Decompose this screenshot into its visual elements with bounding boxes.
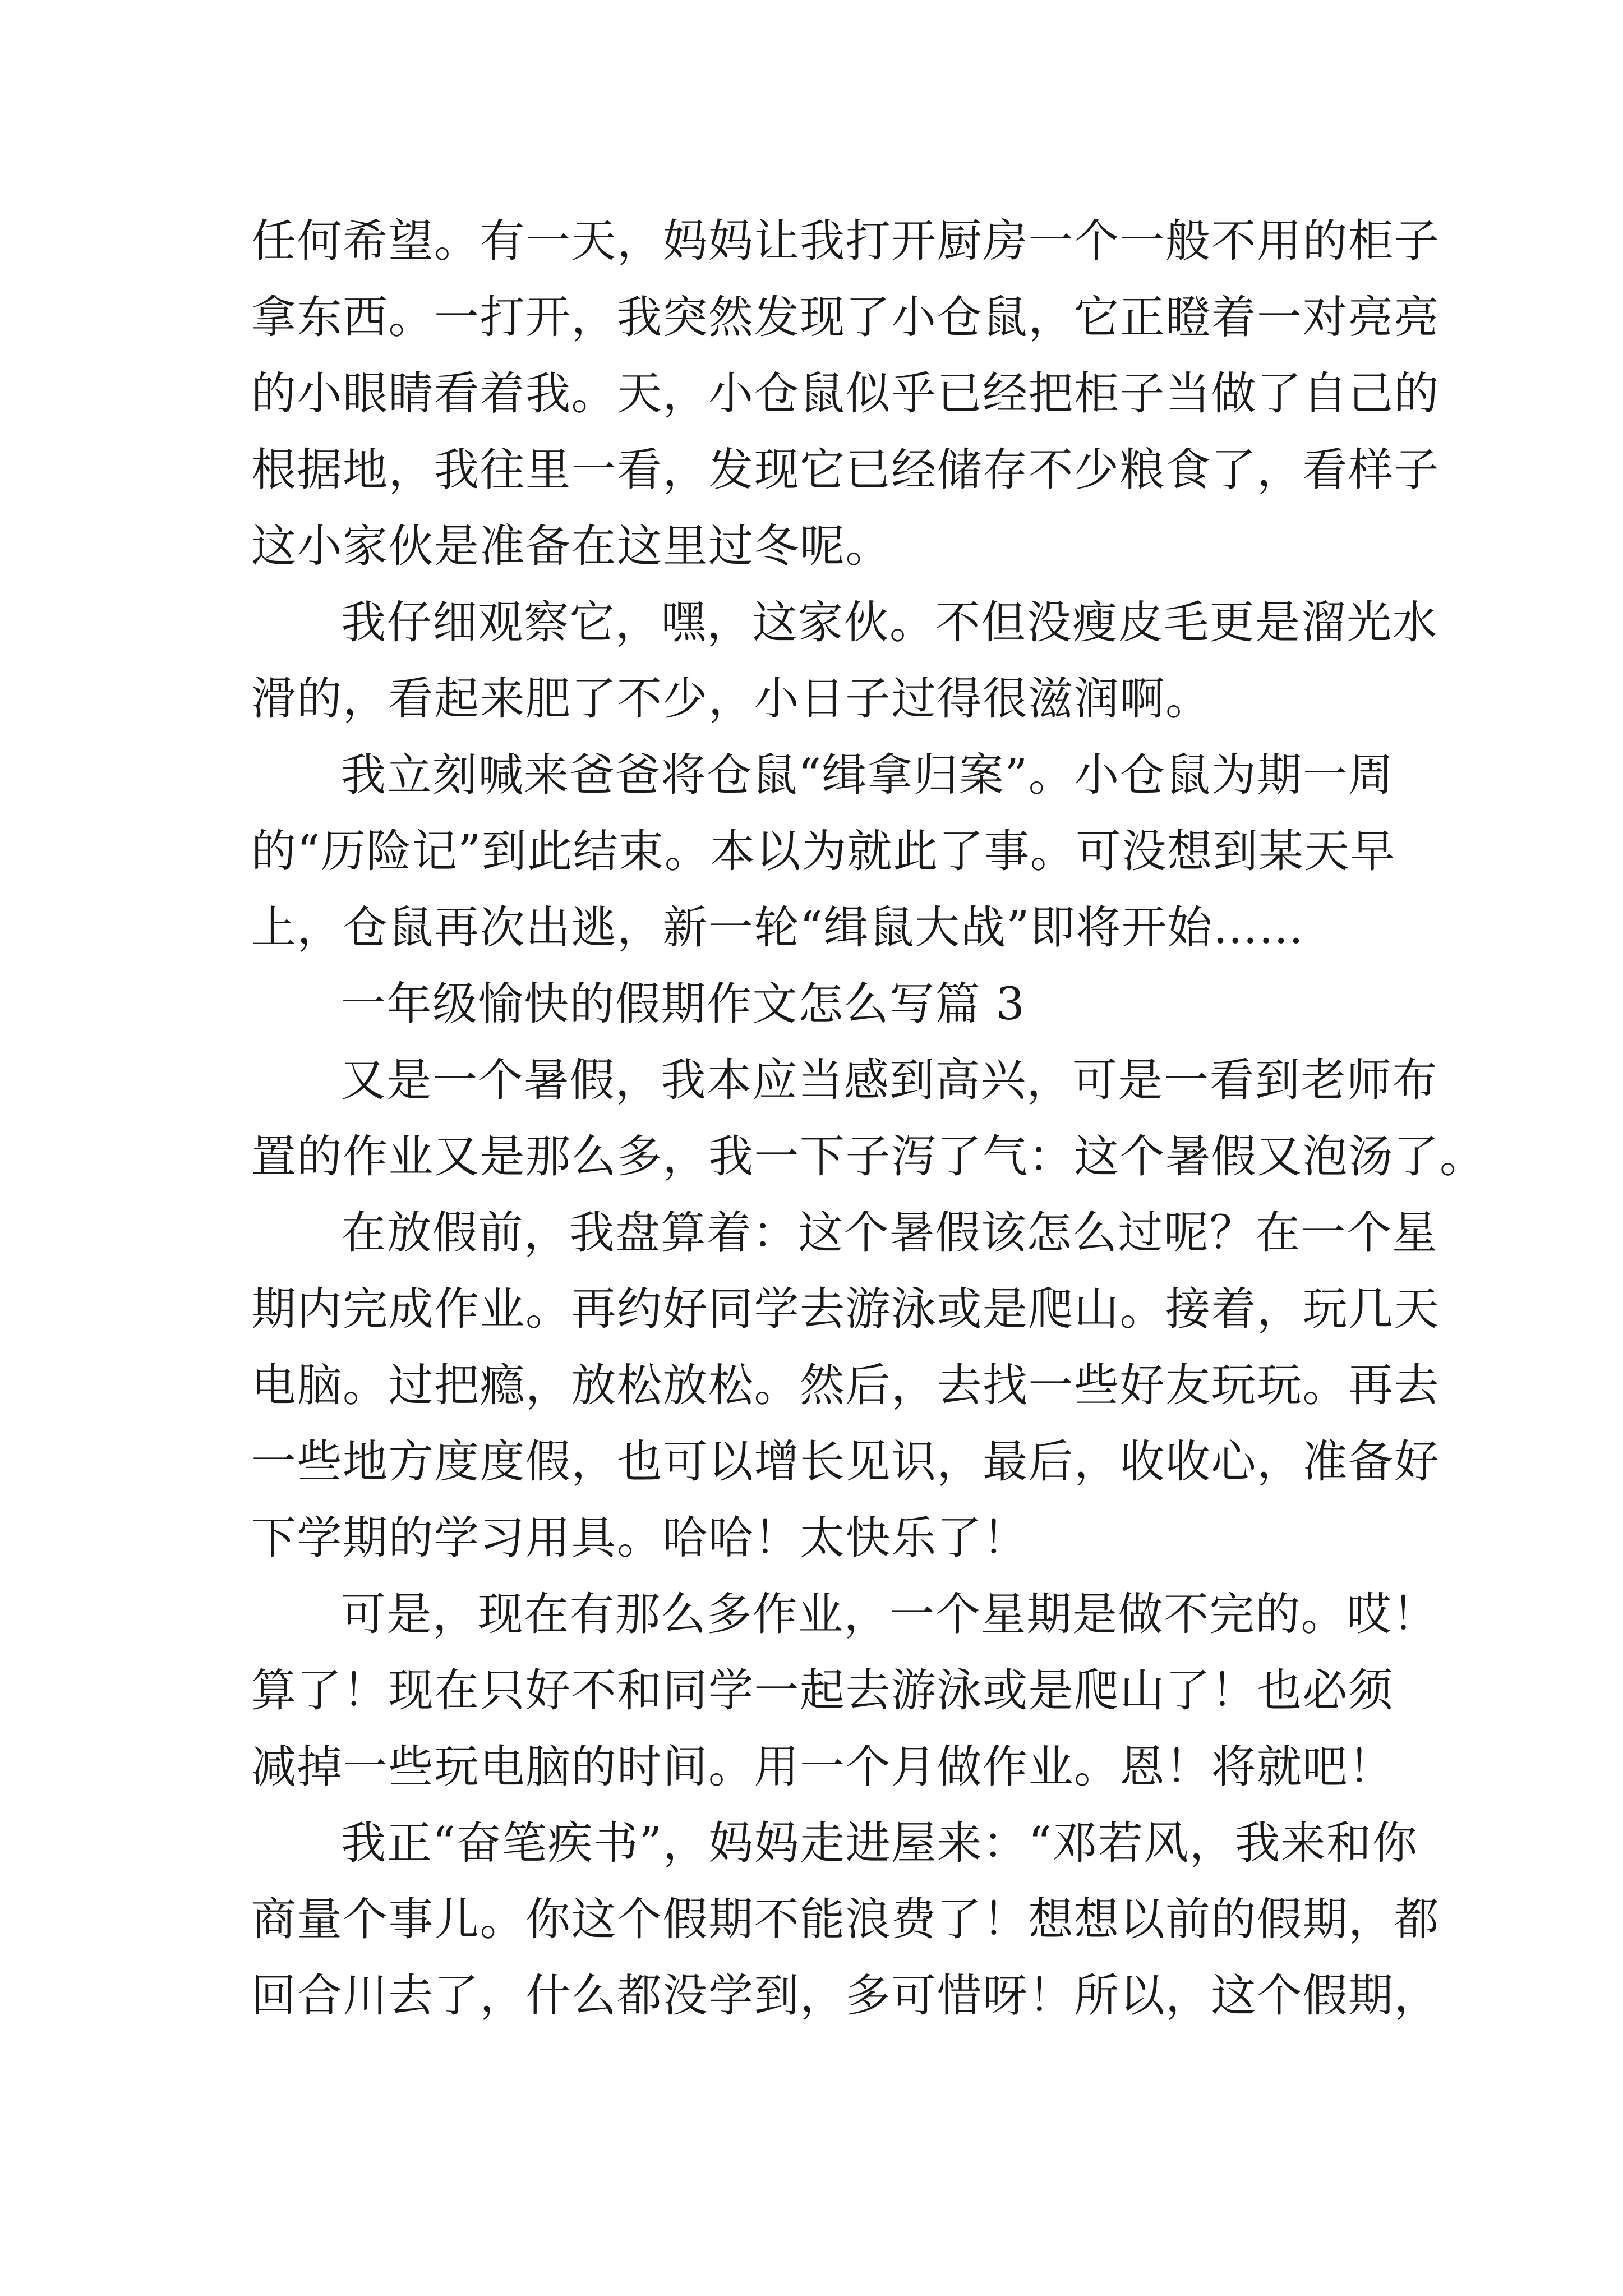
paragraph-first-line: 又是一个暑假，我本应当感到高兴，可是一看到老师布 — [341, 1054, 1438, 1106]
text-line: 一些地方度度假，也可以增长见识，最后，收收心，准备好 — [251, 1435, 1440, 1488]
essay-body — [251, 203, 1486, 2034]
text-line: 商量个事儿。你这个假期不能浪费了！想想以前的假期，都 — [251, 1893, 1440, 1945]
text-line: 这小家伙是准备在这里过冬呢。 — [251, 520, 891, 572]
paragraph-first-line: 可是，现在有那么多作业，一个星期是做不完的。哎！ — [341, 1588, 1438, 1640]
text-line: 减掉一些玩电脑的时间。用一个月做作业。恩！将就吧！ — [251, 1741, 1394, 1793]
paragraph-first-line: 在放假前，我盘算着：这个暑假该怎么过呢？在一个星 — [341, 1207, 1438, 1259]
paragraph-first-line: 我立刻喊来爸爸将仓鼠“缉拿归案”。小仓鼠为期一周 — [341, 749, 1394, 801]
section-heading: 一年级愉快的假期作文怎么写篇 3 — [341, 978, 1026, 1030]
text-line: 电脑。过把瘾，放松放松。然后，去找一些好友玩玩。再去 — [251, 1359, 1440, 1411]
text-line: 回合川去了，什么都没学到，多可惜呀！所以，这个假期， — [251, 1970, 1440, 2022]
text-line: 算了！现在只好不和同学一起去游泳或是爬山了！也必须 — [251, 1664, 1394, 1717]
paragraph-first-line: 我仔细观察它，嘿，这家伙。不但没瘦皮毛更是溜光水 — [341, 596, 1438, 648]
text-line: 滑的，看起来肥了不少，小日子过得很滋润啊。 — [251, 673, 1211, 725]
text-line: 的“历险记”到此结束。本以为就此了事。可没想到某天早 — [251, 825, 1396, 877]
text-line: 期内完成作业。再约好同学去游泳或是爬山。接着，玩几天 — [251, 1283, 1440, 1335]
text-line: 下学期的学习用具。哈哈！太快乐了！ — [251, 1512, 1029, 1564]
text-line: 的小眼睛看着我。天，小仓鼠似乎已经把柜子当做了自己的 — [251, 367, 1440, 420]
text-line: 置的作业又是那么多，我一下子泻了气：这个暑假又泡汤了。 — [251, 1130, 1486, 1182]
text-line: 根据地，我往里一看，发现它已经储存不少粮食了，看样子 — [251, 444, 1440, 496]
text-line: 拿东西。一打开，我突然发现了小仓鼠，它正瞪着一对亮亮 — [251, 291, 1440, 343]
text-line: 任何希望。有一天，妈妈让我打开厨房一个一般不用的柜子 — [251, 215, 1440, 267]
paragraph-first-line: 我正“奋笔疾书”，妈妈走进屋来：“邓若风，我来和你 — [341, 1817, 1418, 1869]
text-line: 上，仓鼠再次出逃，新一轮“缉鼠大战”即将开始…… — [251, 901, 1304, 954]
